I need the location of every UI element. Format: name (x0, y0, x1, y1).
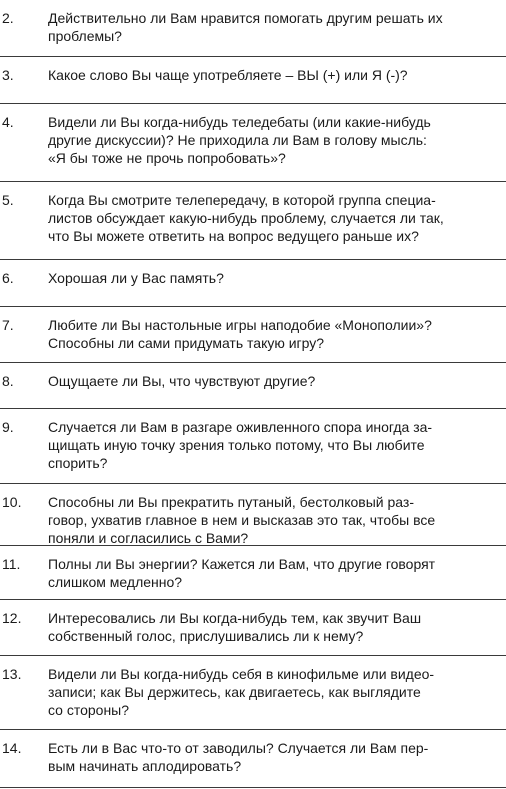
question-number: 14. (2, 740, 22, 756)
question-row (0, 363, 506, 409)
question-row (0, 409, 506, 484)
question-row (0, 546, 506, 600)
question-number: 4. (2, 114, 14, 130)
question-number: 6. (2, 270, 14, 286)
question-row (0, 656, 506, 730)
question-number: 7. (2, 317, 14, 333)
question-text: Ощущаете ли Вы, что чувствуют другие? (48, 373, 316, 389)
question-text: Когда Вы смотрите телепередачу, в которой группа специа- листов обсуждает какую-нибудь проблему, случается ли так, что Вы можете ответить на вопрос ведущего раньше их? (48, 192, 444, 244)
question-text: Какое слово Вы чаще употребляете – ВЫ (+) или Я (-)? (48, 67, 408, 83)
question-row (0, 730, 506, 788)
question-number: 12. (2, 610, 22, 626)
question-row (0, 484, 506, 546)
question-number: 5. (2, 192, 14, 208)
question-number: 13. (2, 666, 22, 682)
question-text: Видели ли Вы когда-нибудь теледебаты (или какие-нибудь другие дискуссии)? Не приходила ли Вам в голову мысль: «Я бы тоже не прочь попробовать»? (48, 114, 431, 166)
question-row (0, 104, 506, 182)
question-row (0, 600, 506, 656)
question-number: 9. (2, 419, 14, 435)
question-text: Полны ли Вы энергии? Кажется ли Вам, что другие говорят слишком медленно? (48, 556, 436, 590)
question-row (0, 0, 506, 57)
question-row (0, 182, 506, 260)
question-row (0, 57, 506, 104)
question-text: Случается ли Вам в разгаре оживленного спора иногда за- щищать иную точку зрения только потому, что Вы любите спорить? (48, 419, 433, 471)
question-text: Интересовались ли Вы когда-нибудь тем, как звучит Ваш собственный голос, прислушивались ли к нему? (48, 610, 422, 644)
question-text: Действительно ли Вам нравится помогать другим решать их проблемы? (48, 10, 443, 44)
question-number: 3. (2, 67, 14, 83)
question-text: Есть ли в Вас что-то от заводилы? Случается ли Вам пер- вым начинать аплодировать? (48, 740, 429, 774)
question-text: Видели ли Вы когда-нибудь себя в кинофильме или видео- записи; как Вы держитесь, как двигаетесь, как выглядите со стороны? (48, 666, 435, 718)
question-text: Хорошая ли у Вас память? (48, 270, 224, 286)
question-number: 10. (2, 494, 22, 510)
question-text: Способны ли Вы прекратить путаный, бестолковый раз- говор, ухватив главное в нем и высказав это так, чтобы все поняли и согласились с Вами? (48, 494, 436, 546)
question-number: 2. (2, 10, 14, 26)
question-number: 11. (2, 556, 21, 572)
question-number: 8. (2, 373, 14, 389)
question-row (0, 307, 506, 363)
question-text: Любите ли Вы настольные игры наподобие «Монополии»? Способны ли сами придумать такую игру? (48, 317, 432, 351)
question-row (0, 260, 506, 307)
